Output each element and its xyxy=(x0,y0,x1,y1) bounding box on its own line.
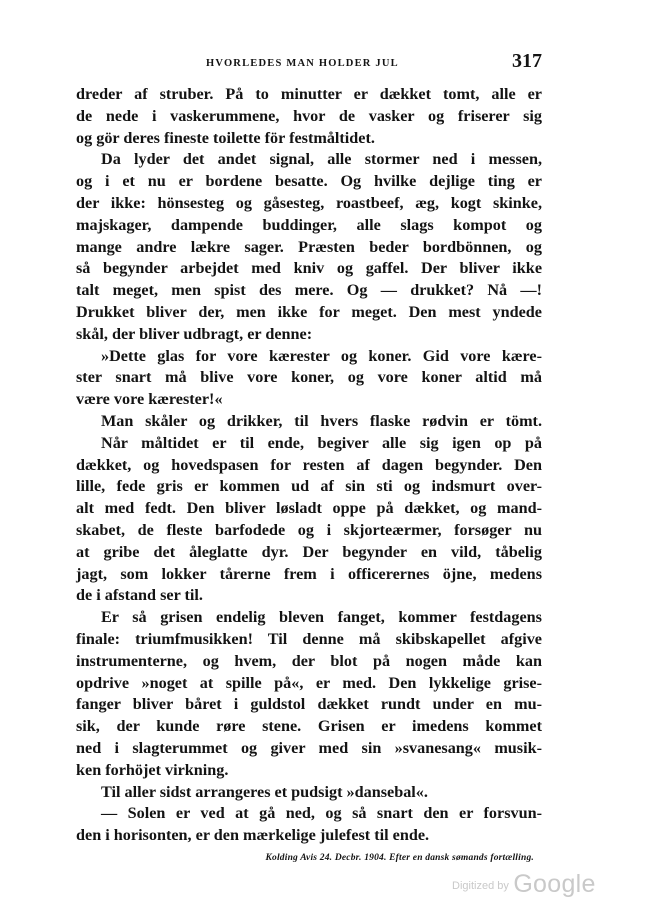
text-line: ned i slagterummet og giver med sin »svanesang« musik- xyxy=(76,738,542,757)
page-number: 317 xyxy=(512,50,542,72)
text-line: og gör deres fineste toilette för festmåltidet. xyxy=(76,128,375,147)
book-page xyxy=(76,50,542,863)
text-line: så begynder arbejdet med kniv og gaffel. Der bliver ikke xyxy=(76,259,542,278)
text-line: dreder af struber. På to minutter er dækket tomt, alle er xyxy=(76,85,542,103)
text-line: Drukket bliver der, men ikke for meget. Den mest yndede xyxy=(76,302,542,321)
text-line: Man skåler og drikker, til hvers flaske rødvin er tömt. xyxy=(101,411,542,430)
text-line: være vore kærester!« xyxy=(76,390,223,409)
text-line: talt meget, men spist des mere. Og — drukket? Nå —! xyxy=(76,281,542,300)
text-line: og i et nu er bordene besatte. Og hvilke dejlige ting er xyxy=(76,172,542,191)
text-line: Er så grisen endelig bleven fanget, kommer festdagens xyxy=(101,608,542,627)
text-line: den i horisonten, er den mærkelige julefest til ende. xyxy=(76,826,430,845)
text-line: de nede i vaskerummene, hvor de vasker og friserer sig xyxy=(76,106,542,125)
text-line: Da lyder det andet signal, alle stormer ned i messen, xyxy=(101,150,542,169)
text-line: mange andre lækre sager. Præsten beder bordbönnen, og xyxy=(76,237,542,256)
page-header xyxy=(76,50,542,84)
text-line: der ikke: hönsesteg og gåsesteg, roastbeef, æg, kogt skinke, xyxy=(76,193,542,212)
text-line: instrumenterne, og hvem, der blot på nogen måde kan xyxy=(76,651,542,670)
text-line: majskager, dampende buddinger, alle slags kompot og xyxy=(76,215,542,234)
text-line: jagt, som lokker tårerne frem i officerernes öjne, medens xyxy=(76,564,542,583)
body-text xyxy=(76,84,542,847)
text-line: finale: triumfmusikken! Til denne må skibskapellet afgive xyxy=(76,629,542,648)
text-line: Til aller sidst arrangeres et pudsigt »dansebal«. xyxy=(101,782,428,801)
text-line: Når måltidet er til ende, begiver alle sig igen op på xyxy=(101,433,542,452)
text-line: — Solen er ved at gå ned, og så snart den er forsvun- xyxy=(101,804,542,823)
text-line: lille, fede gris er kommen ud af sin sti og indsmurt over- xyxy=(76,477,542,496)
text-line: alt med fedt. Den bliver løsladt oppe på dækket, og mand- xyxy=(76,499,542,518)
text-line: sik, der kunde røre stene. Grisen er imedens kommet xyxy=(76,717,542,736)
source-citation: Kolding Avis 24. Decbr. 1904. Efter en dansk sømands fortælling. xyxy=(265,852,534,863)
text-line: opdrive »noget at spille på«, er med. Den lykkelige grise- xyxy=(76,673,542,692)
text-line: skabet, de fleste barfodede og i skjorteærmer, forsøger nu xyxy=(76,520,542,539)
digitized-by-google-watermark xyxy=(452,870,596,899)
text-line: ster snart må blive vore koner, og vore koner altid må xyxy=(76,368,542,387)
text-line: fanger bliver båret i guldstol dækket rundt under en mu- xyxy=(76,695,542,714)
text-line: de i afstand ser til. xyxy=(76,586,203,605)
text-line: at gribe det åleglatte dyr. Der begynder en vild, tåbelig xyxy=(76,542,542,561)
google-logo: Google xyxy=(513,870,596,898)
running-head: HVORLEDES MAN HOLDER JUL xyxy=(206,58,399,69)
text-line: ken forhöjet virkning. xyxy=(76,760,229,779)
text-line: »Dette glas for vore kærester og koner. Gid vore kære- xyxy=(101,346,542,365)
text-line: dækket, og hovedspasen for resten af dagen begynder. Den xyxy=(76,455,542,474)
text-line: skål, der bliver udbragt, er denne: xyxy=(76,324,313,343)
watermark-prefix: Digitized by xyxy=(452,880,509,892)
